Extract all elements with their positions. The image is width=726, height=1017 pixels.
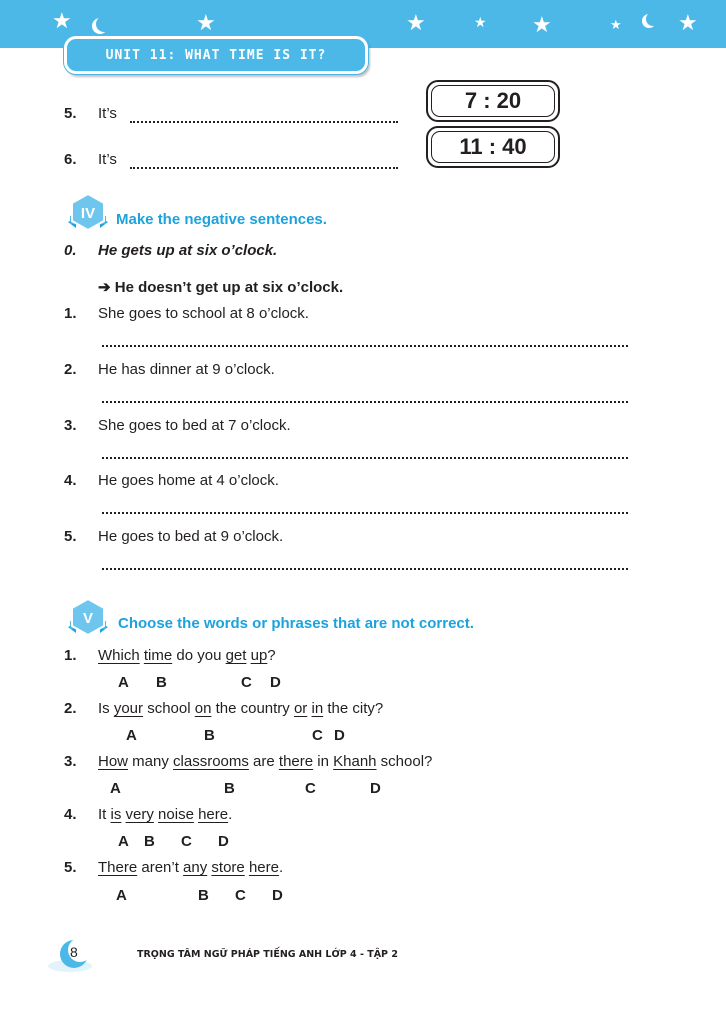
page-number: 8 xyxy=(70,944,78,960)
option-c-word[interactable]: there xyxy=(278,753,314,770)
option-b-word[interactable]: any xyxy=(183,859,208,876)
answer-line[interactable] xyxy=(130,167,398,169)
item-sentence: He goes home at 4 o’clock. xyxy=(98,472,279,489)
item-sentence: She goes to bed at 7 o’clock. xyxy=(98,417,291,434)
option-letter-a[interactable]: A xyxy=(116,887,127,904)
option-c-word[interactable]: store xyxy=(211,859,245,876)
answer-line[interactable] xyxy=(102,568,628,570)
section-number: IV xyxy=(80,205,96,222)
star-icon: ★ xyxy=(196,10,216,35)
answer-line[interactable] xyxy=(102,345,628,347)
star-icon: ★ xyxy=(406,10,426,35)
item-sentence: He goes to bed at 9 o’clock. xyxy=(98,528,284,545)
book-title: TRỌNG TÂM NGỮ PHÁP TIẾNG ANH LỚP 4 - TẬP 2 xyxy=(137,949,398,960)
arrow-icon: ➔ xyxy=(98,279,111,296)
option-d-word[interactable]: Khanh xyxy=(333,753,377,770)
clock-time: 11 : 40 xyxy=(459,134,527,159)
option-letter-c[interactable]: C xyxy=(181,833,192,850)
item-number: 4. xyxy=(64,806,77,823)
option-a-word[interactable]: your xyxy=(113,700,144,717)
unit-title-tab xyxy=(64,36,368,74)
option-letter-c[interactable]: C xyxy=(305,780,316,797)
digital-clock xyxy=(426,80,560,122)
question-sentence: There aren’t any store here. xyxy=(98,859,284,876)
option-letter-c[interactable]: C xyxy=(312,727,323,744)
option-d-word[interactable]: in xyxy=(311,700,324,717)
question-sentence: How many classrooms are there in Khanh school? xyxy=(98,753,433,770)
option-letter-c[interactable]: C xyxy=(235,887,246,904)
item-number: 1. xyxy=(64,647,77,664)
question-sentence: It is very noise here. xyxy=(98,806,233,823)
item-prefix: It’s xyxy=(98,105,117,122)
option-d-word[interactable]: up xyxy=(250,647,268,664)
option-letter-d[interactable]: D xyxy=(270,674,281,691)
option-letter-a[interactable]: A xyxy=(118,674,129,691)
option-b-word[interactable]: classrooms xyxy=(173,753,249,770)
option-a-word[interactable]: There xyxy=(98,859,138,876)
option-c-word[interactable]: noise xyxy=(158,806,194,823)
item-number: 5. xyxy=(64,105,77,122)
item-sentence: He has dinner at 9 o’clock. xyxy=(98,361,275,378)
answer-line[interactable] xyxy=(102,512,628,514)
section-badge-icon xyxy=(68,192,108,236)
option-d-word[interactable]: here xyxy=(248,859,279,876)
item-number: 4. xyxy=(64,472,77,489)
digital-clock xyxy=(426,126,560,168)
option-a-word[interactable]: How xyxy=(98,753,129,770)
option-letter-d[interactable]: D xyxy=(370,780,381,797)
option-letter-b[interactable]: B xyxy=(204,727,215,744)
option-letter-a[interactable]: A xyxy=(110,780,121,797)
option-letter-b[interactable]: B xyxy=(144,833,155,850)
item-number: 2. xyxy=(64,700,77,717)
moon-icon xyxy=(96,16,112,32)
option-b-word[interactable]: very xyxy=(125,806,154,823)
option-letter-c[interactable]: C xyxy=(241,674,252,691)
option-b-word[interactable]: time xyxy=(143,647,173,664)
star-icon: ★ xyxy=(678,10,698,35)
clock-time: 7 : 20 xyxy=(464,88,522,113)
item-sentence: She goes to school at 8 o’clock. xyxy=(98,305,309,322)
item-number: 1. xyxy=(64,305,77,322)
option-letter-d[interactable]: D xyxy=(218,833,229,850)
section-title: Make the negative sentences. xyxy=(116,211,327,228)
item-number: 6. xyxy=(64,151,77,168)
example-answer xyxy=(98,278,343,296)
option-c-word[interactable]: or xyxy=(293,700,308,717)
item-number: 3. xyxy=(64,753,77,770)
option-letter-b[interactable]: B xyxy=(198,887,209,904)
item-number: 2. xyxy=(64,361,77,378)
item-number: 0. xyxy=(64,242,77,259)
option-letter-a[interactable]: A xyxy=(118,833,129,850)
item-number: 5. xyxy=(64,528,77,545)
option-letter-d[interactable]: D xyxy=(272,887,283,904)
section-title: Choose the words or phrases that are not correct. xyxy=(118,615,474,632)
section-number: V xyxy=(82,610,94,627)
star-icon: ★ xyxy=(532,12,552,37)
example-answer-text: He doesn’t get up at six o’clock. xyxy=(114,279,344,296)
question-sentence: Is your school on the country or in the city? xyxy=(98,700,384,717)
option-c-word[interactable]: get xyxy=(225,647,247,664)
answer-line[interactable] xyxy=(102,457,628,459)
question-sentence: Which time do you get up? xyxy=(98,647,276,664)
item-prefix: It’s xyxy=(98,151,117,168)
option-d-word[interactable]: here xyxy=(198,806,229,823)
option-a-word[interactable]: Which xyxy=(98,647,140,664)
star-icon: ★ xyxy=(610,17,622,32)
star-icon: ★ xyxy=(52,8,72,33)
option-letter-b[interactable]: B xyxy=(224,780,235,797)
unit-title: UNIT 11: WHAT TIME IS IT? xyxy=(105,47,327,63)
option-letter-b[interactable]: B xyxy=(156,674,167,691)
option-b-word[interactable]: on xyxy=(194,700,212,717)
example-sentence: He gets up at six o’clock. xyxy=(98,242,278,259)
answer-line[interactable] xyxy=(130,121,398,123)
item-number: 3. xyxy=(64,417,77,434)
option-a-word[interactable]: is xyxy=(110,806,122,823)
option-letter-d[interactable]: D xyxy=(334,727,345,744)
option-letter-a[interactable]: A xyxy=(126,727,137,744)
section-badge-icon xyxy=(68,597,108,641)
answer-line[interactable] xyxy=(102,401,628,403)
moon-icon xyxy=(646,12,660,26)
item-number: 5. xyxy=(64,859,77,876)
star-icon: ★ xyxy=(474,14,487,30)
